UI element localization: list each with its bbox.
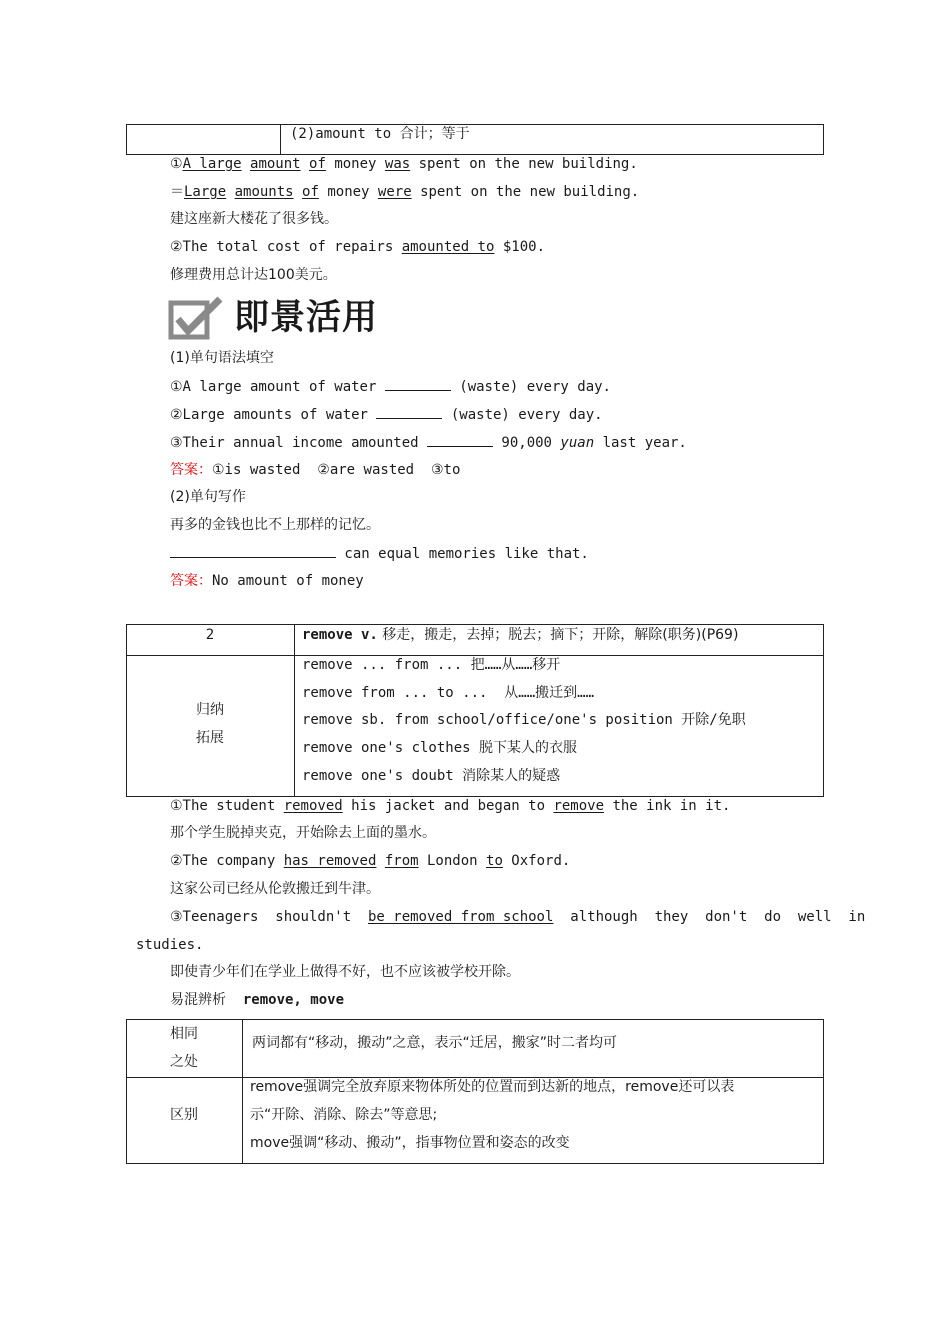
exercise-question-2: ②Large amounts of water (waste) every day. (170, 404, 603, 425)
confusion-row2-line: 示“开除、消除、除去”等意思; (250, 1107, 438, 1123)
confusion-row1-text: 两词都有“移动，搬动”之意，表示“迁居，搬家”时二者均可 (252, 1035, 618, 1051)
remove-example-1: ①The student removed his jacket and began to remove the ink in it. (170, 798, 731, 814)
amount-example-1-translation: 建这座新大楼花了很多钱。 (170, 211, 338, 227)
remove-example-1-translation: 那个学生脱掉夹克，开始除去上面的墨水。 (170, 825, 436, 841)
writing-blank[interactable] (170, 543, 336, 558)
top-table-text: (2)amount to 合计；等于 (290, 126, 470, 142)
exercise-prompt-cn: 再多的金钱也比不上那样的记忆。 (170, 517, 380, 533)
confusion-row1-label: 相同 之处 (170, 1026, 198, 1070)
exercise-section-1: (1)单句语法填空 (170, 350, 274, 366)
exercise-answer-2: 答案：No amount of money (170, 573, 364, 589)
confusion-table-col-divider (242, 1019, 243, 1164)
remove-phrase: remove one's doubt 消除某人的疑惑 (302, 768, 561, 784)
remove-phrase: remove ... from ... 把……从……移开 (302, 657, 561, 673)
confusion-heading: 易混辨析 remove, move (170, 992, 345, 1008)
amount-example-1-equivalent: ＝Large amounts of money were spent on the new building. (170, 184, 640, 200)
amount-example-2: ②The total cost of repairs amounted to $100. (170, 239, 545, 255)
answer-blank[interactable] (427, 432, 493, 447)
exercise-question-1: ①A large amount of water (waste) every day. (170, 376, 611, 397)
remove-example-2-translation: 这家公司已经从伦敦搬迁到牛津。 (170, 881, 380, 897)
remove-phrase: remove from ... to ... 从……搬迁到…… (302, 685, 595, 701)
remove-table-col-divider (294, 624, 295, 797)
top-table-divider (280, 124, 281, 155)
exercise-section-2: (2)单句写作 (170, 489, 246, 505)
remove-phrase: remove one's clothes 脱下某人的衣服 (302, 740, 578, 756)
exercise-prompt-en: can equal memories like that. (170, 543, 589, 564)
remove-example-3-continuation: studies. (136, 937, 204, 953)
exercise-answer-1: 答案：①is wasted ②are wasted ③to (170, 462, 461, 478)
confusion-row2-line: move强调“移动、搬动”，指事物位置和姿态的改变 (250, 1135, 570, 1151)
confusion-row2-label: 区别 (170, 1107, 198, 1123)
confusion-row2-line: remove强调完全放弃原来物体所处的位置而到达新的地点，remove还可以表 (250, 1079, 735, 1095)
amount-example-1: ①A large amount of money was spent on the new building. (170, 156, 638, 172)
remove-table-label: 归纳 拓展 (196, 702, 224, 746)
remove-table-heading: remove v. 移走，搬走，去掉；脱去；摘下；开除，解除(职务)(P69) (302, 627, 739, 643)
remove-example-3: ③Teenagers shouldn't be removed from school although they don't do well in (170, 909, 866, 925)
exercise-question-3: ③Their annual income amounted 90,000 yuan last year. (170, 432, 687, 453)
remove-table-number: 2 (205, 627, 215, 643)
remove-example-2: ②The company has removed from London to Oxford. (170, 853, 571, 869)
checkbox-check-icon (168, 295, 226, 341)
answer-blank[interactable] (376, 404, 442, 419)
banner (168, 295, 383, 341)
remove-phrase: remove sb. from school/office/one's position 开除/免职 (302, 712, 746, 728)
banner-title: 即景活用 (234, 298, 379, 338)
remove-example-3-translation: 即使青少年们在学业上做得不好，也不应该被学校开除。 (170, 964, 520, 980)
answer-blank[interactable] (385, 376, 451, 391)
amount-example-2-translation: 修理费用总计达100美元。 (170, 267, 337, 283)
top-table (126, 124, 824, 155)
